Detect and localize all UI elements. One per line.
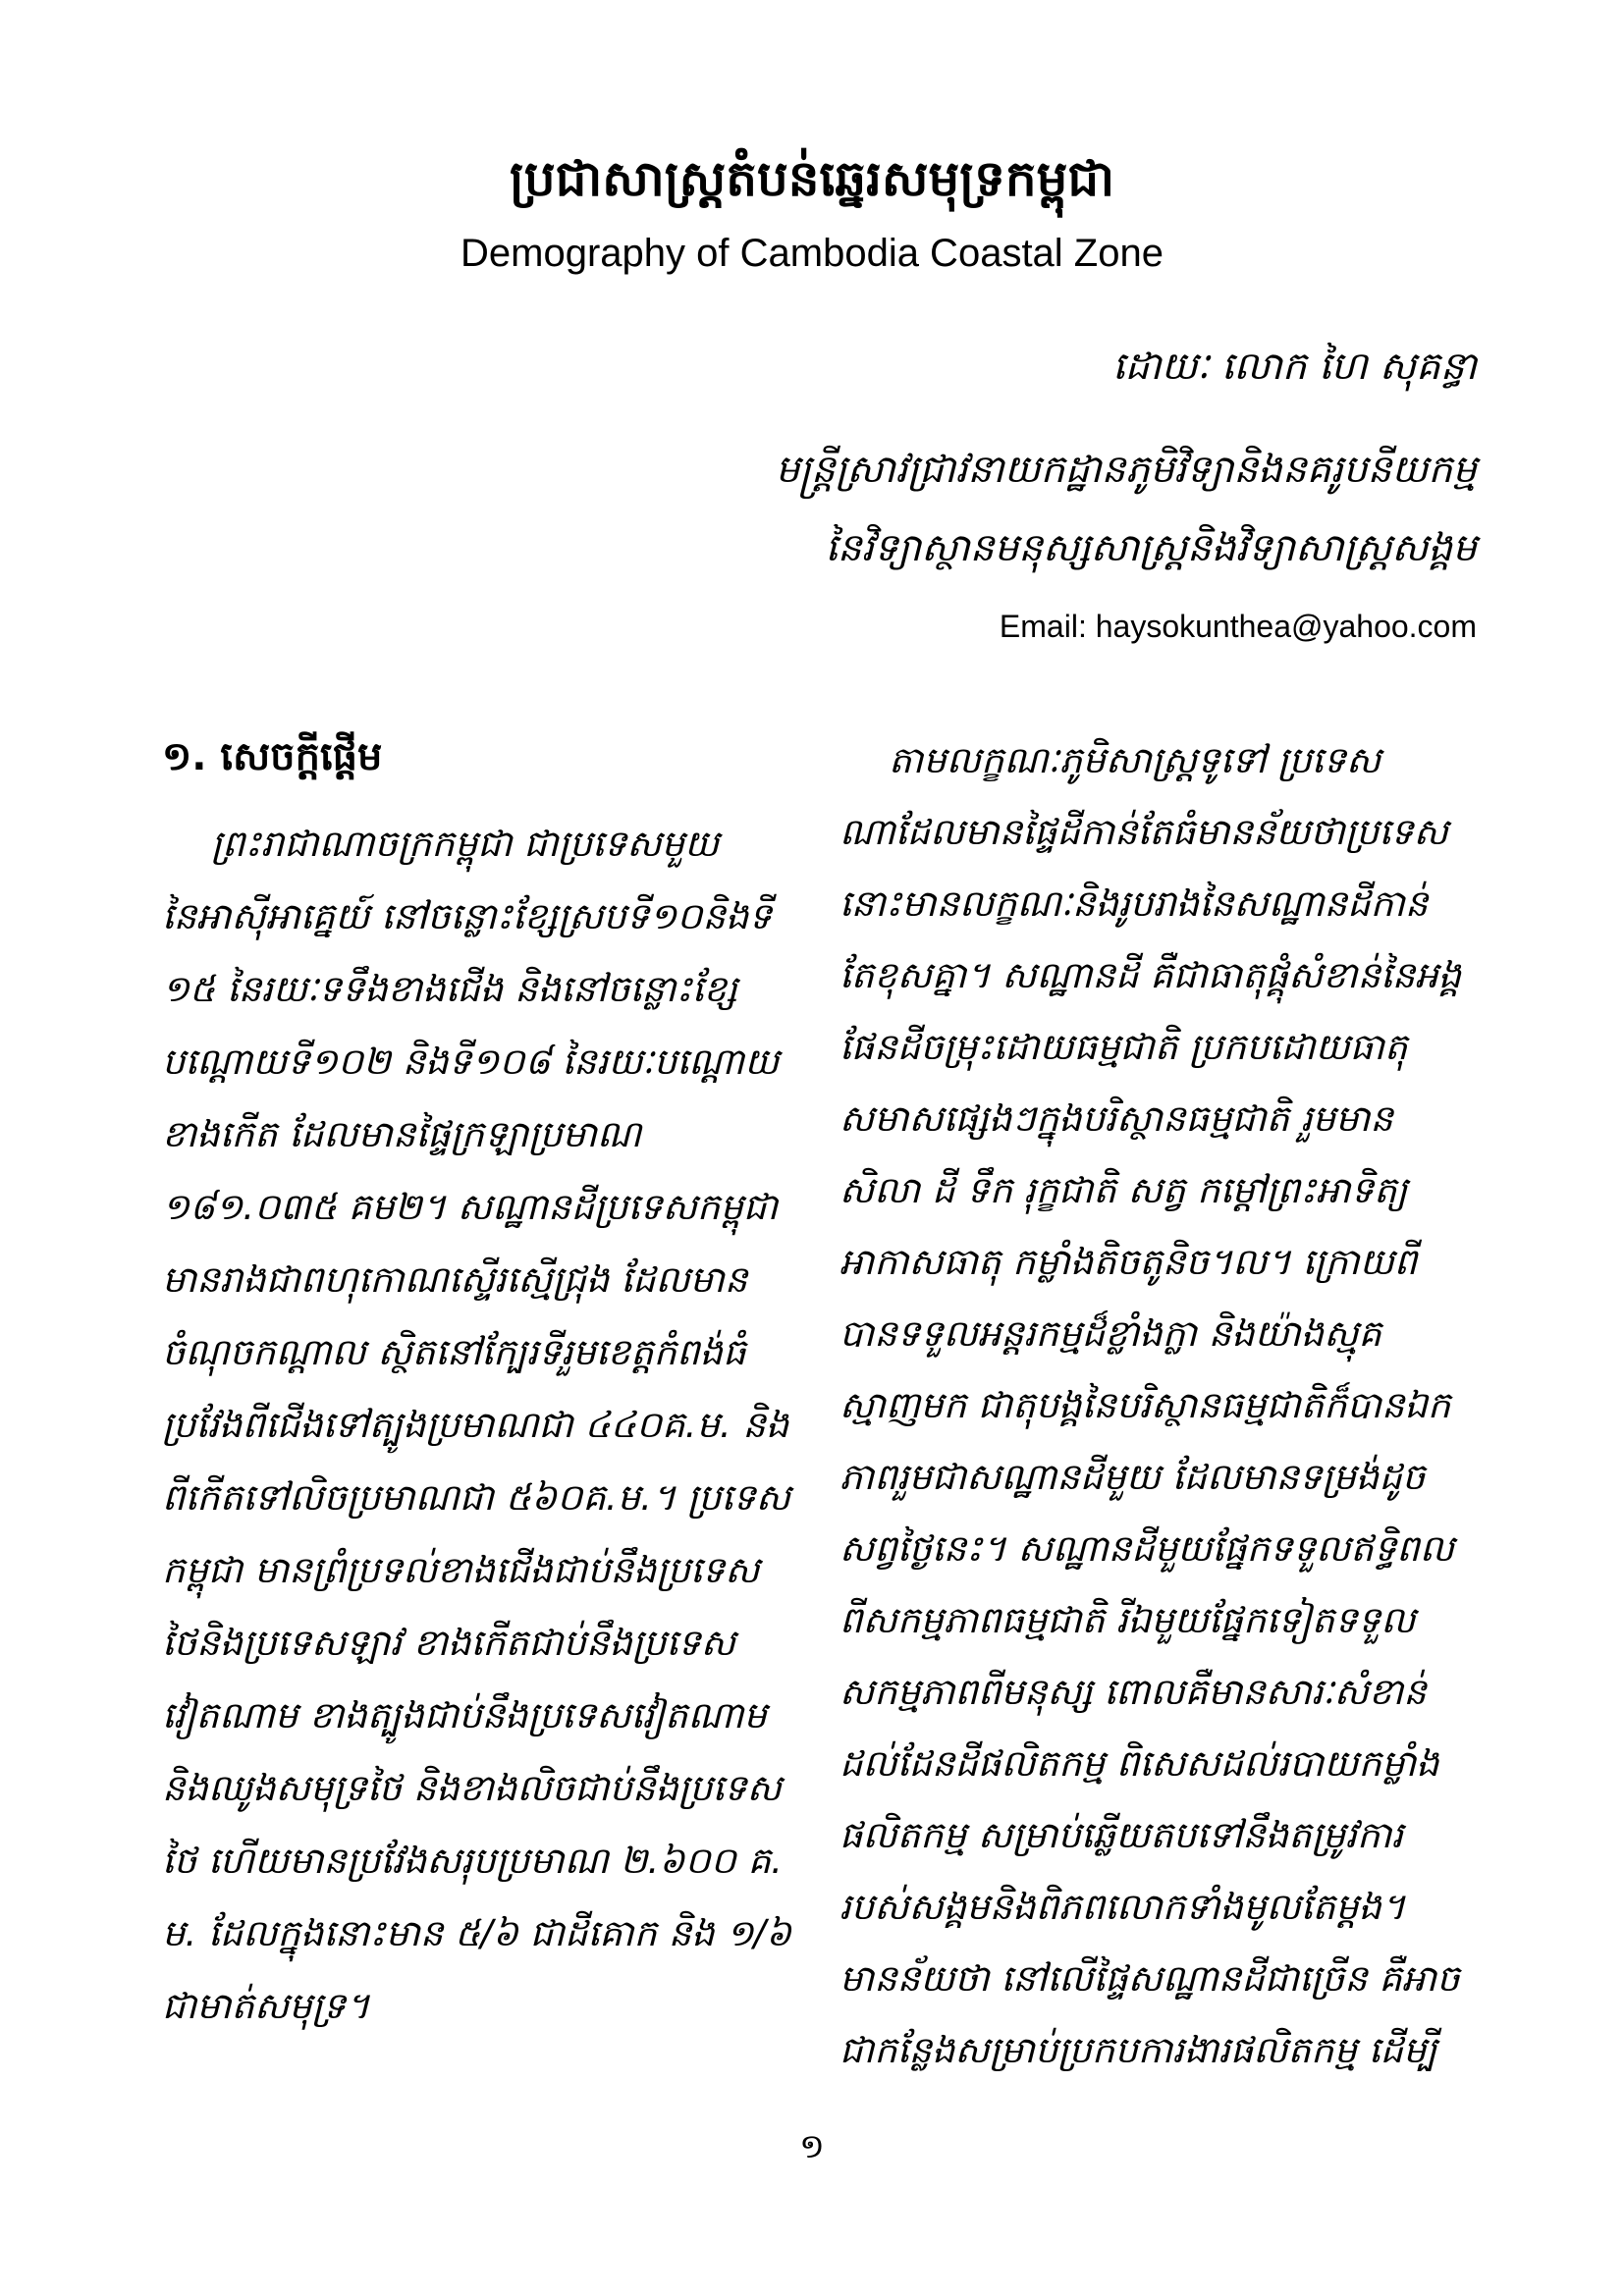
author-institute: នៃវិទ្យាស្ថានមនុស្សសាស្ត្រនិងវិទ្យាសាស្ត្រសង្គម	[825, 526, 1477, 570]
text-line: កម្ពុជា មានព្រំប្រទល់ខាងជើងជាប់នឹងប្រទេស	[162, 1549, 760, 1591]
text-line: សមាសផ្សេងៗក្នុងបរិស្ថានធម្មជាតិ រួមមាន	[839, 1097, 1393, 1140]
section-heading: ១. សេចក្តីផ្តើម	[162, 734, 383, 779]
text-line: ដល់ដែនដីផលិតកម្ម ពិសេសដល់របាយកម្លាំង	[839, 1742, 1439, 1785]
text-line: បានទទួលអន្តរកម្មដ៏ខ្លាំងក្លា និងយ៉ាងស្មុគ	[839, 1312, 1381, 1355]
page-title: ប្រជាសាស្ត្រតំបន់ឆ្នេរសមុទ្រកម្ពុជា	[510, 150, 1114, 207]
text-line: របស់សង្គមនិងពិភពលោកទាំងមូលតែម្តង។	[839, 1886, 1406, 1928]
text-line: ថៃនិងប្រទេសឡាវ ខាងកើតជាប់នឹងប្រទេស	[162, 1622, 735, 1664]
text-line: ម. ដែលក្នុងនោះមាន ៥/៦ ជាដីគោក និង ១/៦	[162, 1912, 792, 1954]
text-line: ជាកន្លែងសម្រាប់ប្រកបការងារផលិតកម្ម ដើម្បី	[839, 2029, 1437, 2071]
text-line: ខាងកើត ដែលមានផ្ទៃក្រឡាប្រមាណ	[162, 1113, 642, 1155]
text-line: ១៨១.០៣៥ គម២។ សណ្ឋានដីប្រទេសកម្ពុជា	[162, 1186, 779, 1228]
text-line: ១៥ នៃរយៈទទឹងខាងជើង និងនៅចន្លោះខ្សែ	[162, 968, 738, 1010]
text-line: មានន័យថា នៅលើផ្ទៃសណ្ឋានដីជាច្រើន គឺអាច	[839, 1957, 1460, 2000]
page-subtitle: Demography of Cambodia Coastal Zone	[460, 232, 1164, 275]
text-line: ពីសកម្មភាពធម្មជាតិ រីឯមួយផ្នែកទៀតទទួល	[839, 1599, 1416, 1641]
text-line: ស្មាញមក ជាតុបង្គនៃបរិស្ថានធម្មជាតិក៏បានឯក	[839, 1384, 1451, 1426]
text-line: ភាពរួមជាសណ្ឋានដីមួយ ដែលមានទម្រង់ដូច	[839, 1456, 1426, 1498]
text-line: សកម្មភាពពីមនុស្ស ពោលគឺមានសារៈសំខាន់	[839, 1671, 1427, 1713]
page-number: ១	[799, 2127, 825, 2166]
text-line: សព្វថ្ងៃនេះ។ សណ្ឋានដីមួយផ្នែកទទួលឥទ្ធិពល	[839, 1527, 1455, 1570]
text-line: តែខុសគ្នា។ សណ្ឋានដី គឺជាធាតុផ្គុំសំខាន់នៃអង្គ	[839, 954, 1462, 996]
text-line: និងឈូងសមុទ្រថៃ និងខាងលិចជាប់នឹងប្រទេស	[162, 1767, 782, 1809]
text-line: ថៃ ហើយមានប្រវែងសរុបប្រមាណ ២.៦០០ គ.	[162, 1840, 783, 1882]
author-position: មន្ត្រីស្រាវជ្រាវនាយកដ្ឋានភូមិវិទ្យានិងនគរូបនីយកម្ម	[775, 448, 1477, 492]
text-line: តាមលក្ខណៈភូមិសាស្ត្រទូទៅ ប្រទេស	[889, 739, 1381, 781]
text-line: ព្រះរាជាណាចក្រកម្ពុជា ជាប្រទេសមួយ	[211, 823, 720, 865]
text-line: បណ្តោយទី១០២ និងទី១០៨ នៃរយៈបណ្តោយ	[162, 1041, 780, 1083]
author-line: ដោយៈ លោក ហៃ សុគន្ធា	[1112, 345, 1477, 389]
text-line: សិលា ដី ទឹក រុក្ខជាតិ សត្វ កម្តៅព្រះអាទិត្យ	[839, 1169, 1408, 1211]
text-line: នោះមានលក្ខណៈនិងរូបរាងនៃសណ្ឋានដីកាន់	[839, 882, 1429, 925]
text-line: ផលិតកម្ម សម្រាប់ឆ្លើយតបទៅនឹងតម្រូវការ	[839, 1814, 1403, 1856]
text-line: នៃអាស៊ីអាគ្នេយ៍ នៅចន្លោះខ្សែស្របទី១០និងទី	[162, 895, 772, 937]
author-email: Email: haysokunthea@yahoo.com	[999, 609, 1477, 644]
text-line: ណាដែលមានផ្ទៃដីកាន់តែធំមានន័យថាប្រទេស	[839, 811, 1448, 853]
text-line: ជាមាត់សមុទ្រ។	[162, 1985, 370, 2027]
text-line: វៀតណាម ខាងត្បូងជាប់នឹងប្រទេសវៀតណាម	[162, 1694, 767, 1736]
text-line: ចំណុចកណ្តាល ស្ថិតនៅក្បែរទីរួមខេត្តកំពង់ធំ	[162, 1331, 746, 1373]
text-line: ពីកើតទៅលិចប្រមាណជា ៥៦០គ.ម.។ ប្រទេស	[162, 1476, 790, 1519]
text-line: ប្រវែងពីជើងទៅត្បូងប្រមាណជា ៤៤០គ.ម. និង	[162, 1404, 789, 1446]
text-line: ផែនដីចម្រុះដោយធម្មជាតិ ប្រកបដោយធាតុ	[839, 1026, 1408, 1068]
text-line: អាកាសធាតុ កម្លាំងតិចតូនិច។ល។ ក្រោយពី	[839, 1241, 1418, 1283]
text-line: មានរាងជាពហុកោណស្ទើរស្មើជ្រុង ដែលមាន	[162, 1258, 748, 1301]
